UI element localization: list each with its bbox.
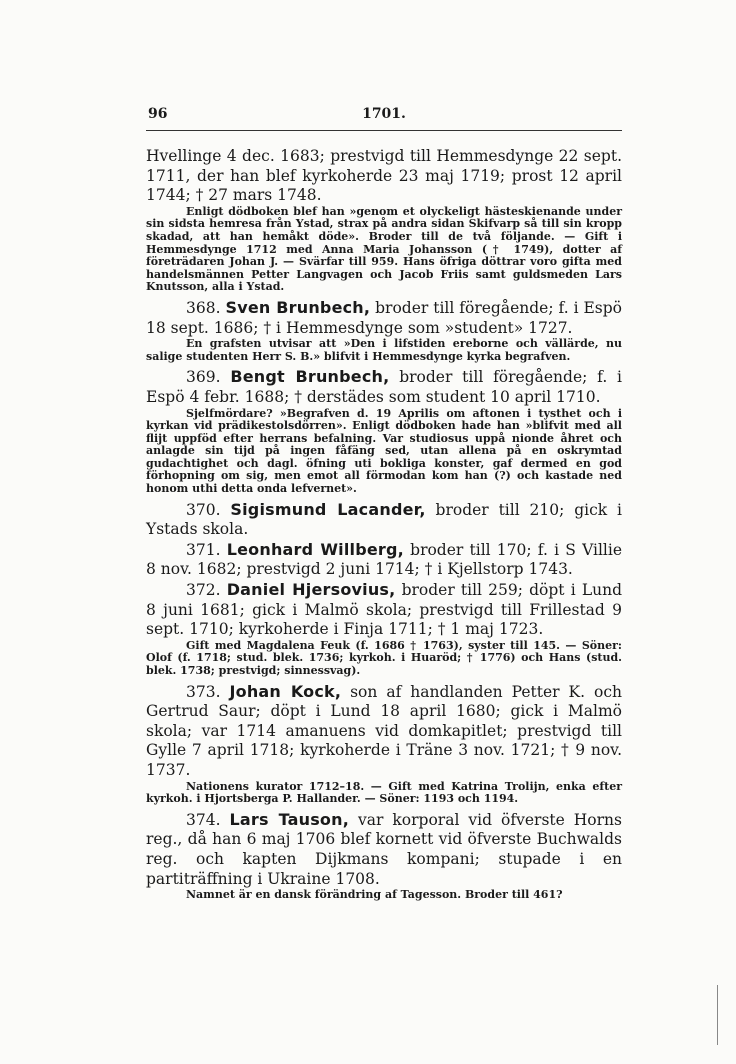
entry-text: broder till 170; f. i S Villie 8 nov. 1682; prestvigd 2 juni 1714; † i Kjellstorp 1743. — [146, 540, 622, 579]
note-paragraph: Namnet är en dansk förändring af Tagesson. Broder till 461? — [186, 888, 563, 902]
note-paragraph: Sjelfmördare? »Begrafven d. 19 Aprilis om aftonen i tysthet och i kyrkan vid prädikestolsdörren». Enligt dödboken hade han »blifvit med all flijt uppföd efter herrans befalning. Var studiosus uppå nionde åhret och anlagde sin tijd på ingen fåfäng sed, utan allena på en oskrymtad gudachtighet och dagl. öfning uti bokliga konster, gaf dermed en god förhopning om sig, men emot all förmodan kom han (?) och kastade ned honom uthi detta onda lefvernet». — [146, 406, 622, 496]
entry-name: Bengt Brunbech, — [230, 367, 390, 387]
entry-number: 369. — [186, 368, 221, 387]
entry-text: var korporal vid öfverste Horns reg., då han 6 maj 1706 blef kornett vid öfverste Buchwalds reg. och kapten Dijkmans kompani; stupade i en partiträffning i Ukraine 1708. — [146, 810, 622, 888]
entry-number: 370. — [186, 500, 221, 519]
entry-number: 372. — [186, 581, 221, 600]
entry-text: broder till 210; gick i Ystads skola. — [146, 500, 622, 539]
document-page — [146, 100, 622, 906]
note-paragraph: Gift med Magdalena Feuk (f. 1686 † 1763), syster till 145. — Söner: Olof (f. 1718; stud. blek. 1736; kyrkoh. i Huaröd; † 1776) och Hans (stud. blek. 1738; prestvigd; sinnessvag). — [146, 638, 622, 677]
entry-number: 373. — [186, 682, 221, 701]
entry-number: 368. — [186, 298, 221, 317]
continuation-paragraph: Hvellinge 4 dec. 1683; prestvigd till Hemmesdynge 22 sept. 1711, der han blef kyrkoherde 23 maj 1719; prost 12 april 1744; † 27 mars 1748. — [146, 147, 622, 205]
entry-name: Leonhard Willberg, — [226, 539, 404, 559]
note-paragraph: Enligt dödboken blef han »genom et olyckeligt hästeskienande under sin sidsta hemresa från Ystad, strax på andra sidan Skifvarp så till sin kropp skadad, att han hemåkt döde». Broder till de två följande. — Gift i Hemmesdynge 1712 med Anna Maria Johansson († 1749), dotter af företrädaren Johan J. — Svärfar till 959. Hans öfriga döttrar voro gifta med handelsmännen Petter Langvagen och Jacob Friis samt guldsmeden Lars Knutsson, alla i Ystad. — [146, 204, 622, 294]
entry-text: broder till 259; döpt i Lund 8 juni 1681; gick i Malmö skola; prestvigd till Frillestad 9 sept. 1710; kyrkoherde i Finja 1711; † 1 maj 1723. — [146, 581, 622, 639]
entry-text: broder till föregående; f. i Espö 18 sept. 1686; † i Hemmesdynge som »student» 1727. — [146, 298, 622, 337]
entry-number: 371. — [186, 540, 221, 559]
entry-text: broder till föregående; f. i Espö 4 febr. 1688; † derstädes som student 10 april 1710. — [146, 368, 622, 406]
page-header — [146, 100, 622, 131]
entry-number: 374. — [186, 810, 221, 829]
entry-369 — [146, 367, 622, 407]
entry-text: son af handlanden Petter K. och Gertrud Saur; döpt i Lund 18 april 1680; gick i Malmö skola; var 1714 amanuens vid domkapitlet; prestvigd till Gylle 7 april 1718; kyrkoherde i Träne 3 nov. 1721; † 9 nov. 1737. — [146, 682, 622, 779]
entry-373 — [146, 682, 622, 781]
running-head-year: 1701. — [362, 106, 406, 122]
entry-name: Daniel Hjersovius, — [226, 580, 396, 600]
scan-edge-mark — [717, 985, 718, 1045]
entry-370 — [146, 500, 622, 540]
page-body — [146, 147, 622, 902]
entry-name: Sigismund Lacander, — [230, 499, 426, 519]
note-paragraph: Nationens kurator 1712–18. — Gift med Katrina Trolijn, enka efter kyrkoh. i Hjortsberga P. Hallander. — Söner: 1193 och 1194. — [146, 779, 622, 806]
entry-372 — [146, 580, 622, 640]
entry-name: Lars Tauson, — [229, 809, 349, 829]
note-paragraph: En grafsten utvisar att »Den i lifstiden ereborne och vällärde, nu salige studenten Herr S. B.» blifvit i Hemmesdynge kyrka begrafven. — [146, 337, 622, 363]
entry-368 — [146, 298, 622, 338]
entry-name: Sven Brunbech, — [225, 297, 371, 317]
entry-374 — [146, 810, 622, 889]
page-number: 96 — [148, 106, 168, 122]
entry-name: Johan Kock, — [229, 681, 342, 701]
entry-371 — [146, 540, 622, 580]
